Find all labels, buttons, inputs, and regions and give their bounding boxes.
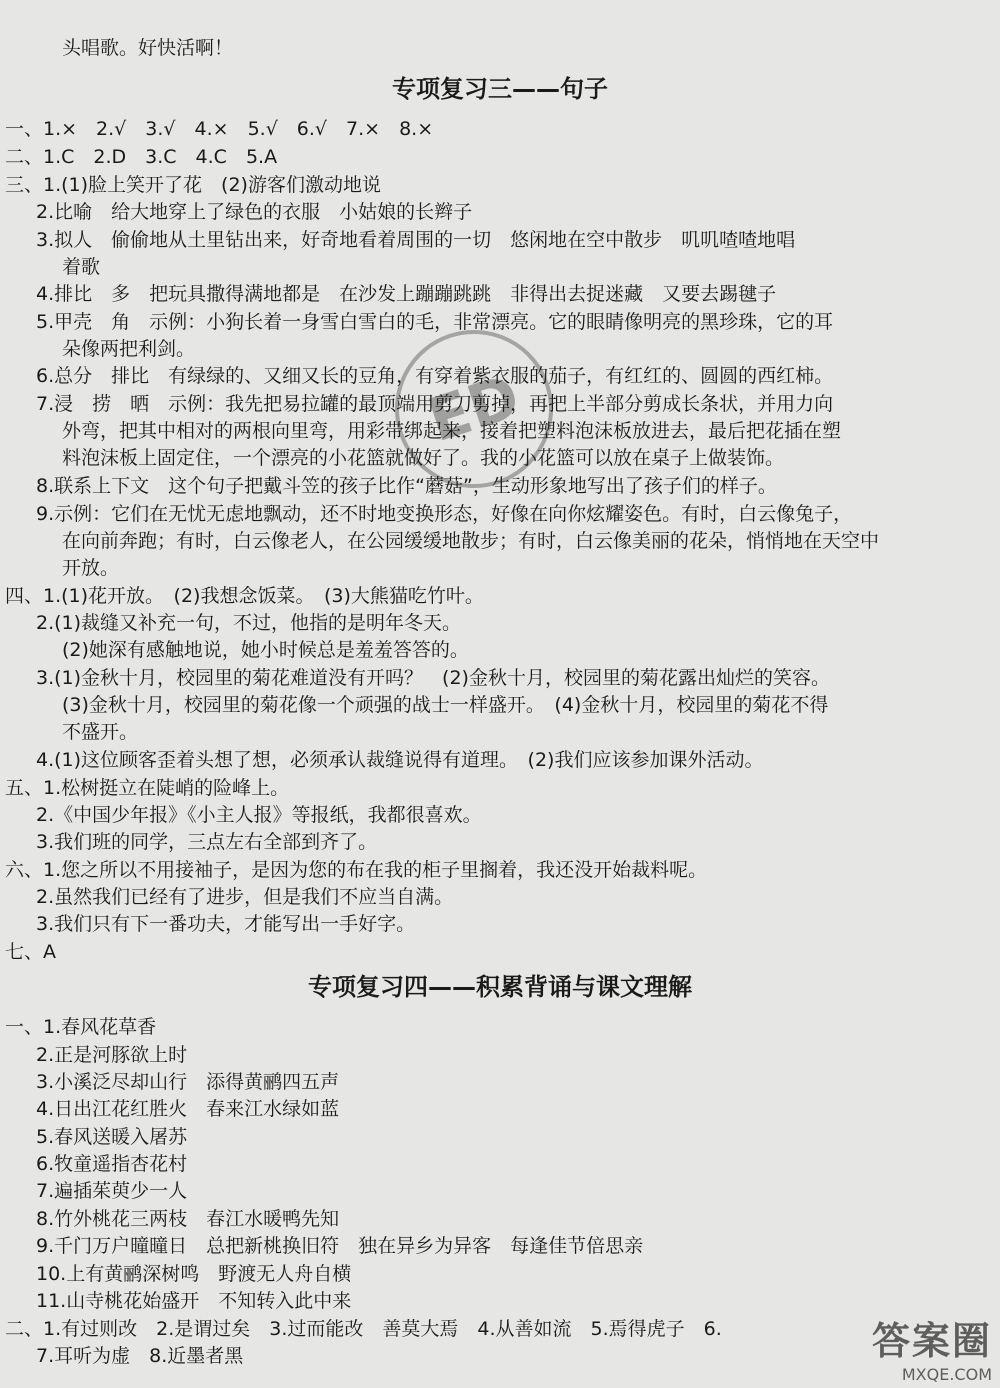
text-line: 2.(1)裁缝又补充一句，不过，他指的是明年冬天。 [36,612,462,634]
text-line: 五、1.松树挺立在陡峭的险峰上。 [5,777,290,799]
text-line: 3.我们只有下一番功夫，才能写出一手好字。 [36,913,416,935]
text-line: 一、1.× 2.√ 3.√ 4.× 5.√ 6.√ 7.× 8.× [5,118,434,140]
text-line: 在向前奔跑；有时，白云像老人，在公园缓缓地散步；有时，白云像美丽的花朵，悄悄地在天空中 [62,530,880,552]
text-line: 8.联系上下文 这个句子把戴斗笠的孩子比作“蘑菇”，生动形象地写出了孩子们的样子。 [36,475,777,497]
text-line: 二、1.C 2.D 3.C 4.C 5.A [5,146,278,168]
text-line: 头唱歌。好快活啊！ [62,37,234,59]
text-line: 4.排比 多 把玩具撒得满地都是 在沙发上蹦蹦跳跳 非得出去捉迷藏 又要去踢毽子 [36,283,777,305]
text-line: 外弯，把其中相对的两根向里弯，用彩带绑起来，接着把塑料泡沫板放进去，最后把花插在塑 [62,420,842,442]
text-line: (3)金秋十月，校园里的菊花像一个顽强的战士一样盛开。 (4)金秋十月，校园里的菊花不得 [62,694,829,716]
section-title-3: 专项复习三——句子 [392,75,608,103]
text-line: 5.春风送暖入屠苏 [36,1126,188,1148]
text-line: 2.《中国少年报》《小主人报》等报纸，我都很喜欢。 [36,804,482,826]
text-line: 六、1.您之所以不用接袖子，是因为您的布在我的柜子里搁着，我还没开始裁料呢。 [5,859,708,881]
text-line: 10.上有黄鹂深树鸣 野渡无人舟自横 [36,1263,352,1285]
text-line: 2.虽然我们已经有了进步，但是我们不应当自满。 [36,886,454,908]
text-line: 二、1.有过则改 2.是谓过矣 3.过而能改 善莫大焉 4.从善如流 5.焉得虎子 6. [5,1318,722,1340]
stamp-seal-icon: ED [374,309,573,508]
watermark-url: MXQE.COM [901,1365,992,1384]
text-line: 4.(1)这位顾客歪着头想了想，必须承认裁缝说得有道理。 (2)我们应该参加课外活动。 [36,749,764,771]
text-line: 一、1.春风花草香 [5,1016,157,1038]
text-line: 9.示例：它们在无忧无虑地飘动，还不时地变换形态，好像在向你炫耀姿色。有时，白云像兔子， [36,503,853,525]
text-line: 5.甲壳 角 示例：小狗长着一身雪白雪白的毛，非常漂亮。它的眼睛像明亮的黑珍珠，它的耳 [36,311,834,333]
text-line: 6.总分 排比 有绿绿的、又细又长的豆角，有穿着紫衣服的茄子，有红红的、圆圆的西红柿。 [36,365,834,387]
text-line: 着歌 [62,256,101,278]
section-title-4: 专项复习四——积累背诵与课文理解 [308,973,692,1001]
text-line: 3.(1)金秋十月，校园里的菊花难道没有开吗？ (2)金秋十月，校园里的菊花露出灿烂的笑容。 [36,667,830,689]
text-line: 11.山寺桃花始盛开 不知转入此中来 [36,1290,352,1312]
text-line: 9.千门万户曈曈日 总把新桃换旧符 独在异乡为异客 每逢佳节倍思亲 [36,1235,644,1257]
site-watermark [872,1310,992,1384]
text-line: 料泡沫板上固定住，一个漂亮的小花篮就做好了。我的小花篮可以放在桌子上做装饰。 [62,447,785,469]
text-line: 七、A [5,941,56,963]
text-line: 3.拟人 偷偷地从土里钻出来，好奇地看着周围的一切 悠闲地在空中散步 叽叽喳喳地唱 [36,229,796,251]
text-line: 4.日出江花红胜火 春来江水绿如蓝 [36,1098,340,1120]
text-line: 6.牧童遥指杏花村 [36,1153,188,1175]
text-line: 开放。 [62,557,120,579]
text-line: 7.浸 捞 晒 示例：我先把易拉罐的最顶端用剪刀剪掉，再把上半部分剪成长条状，并用力向 [36,393,834,415]
text-line: 三、1.(1)脸上笑开了花 (2)游客们激动地说 [5,174,381,196]
watermark-logo: 答案圈 [871,1319,992,1363]
text-line: 四、1.(1)花开放。 (2)我想念饭菜。 (3)大熊猫吃竹叶。 [5,585,484,607]
text-line: 8.竹外桃花三两枝 春江水暖鸭先知 [36,1208,340,1230]
text-line: 7.耳听为虚 8.近墨者黑 [36,1345,244,1367]
text-line: 3.小溪泛尽却山行 添得黄鹂四五声 [36,1071,340,1093]
text-line: 3.我们班的同学，三点左右全部到齐了。 [36,831,378,853]
text-line: (2)她深有感触地说，她小时候总是羞羞答答的。 [62,639,469,661]
text-line: 不盛开。 [62,721,139,743]
text-line: 2.比喻 给大地穿上了绿色的衣服 小姑娘的长辫子 [36,201,473,223]
text-line: 2.正是河豚欲上时 [36,1044,188,1066]
text-line: 朵像两把利剑。 [62,338,196,360]
text-line: 7.遍插茱萸少一人 [36,1180,188,1202]
